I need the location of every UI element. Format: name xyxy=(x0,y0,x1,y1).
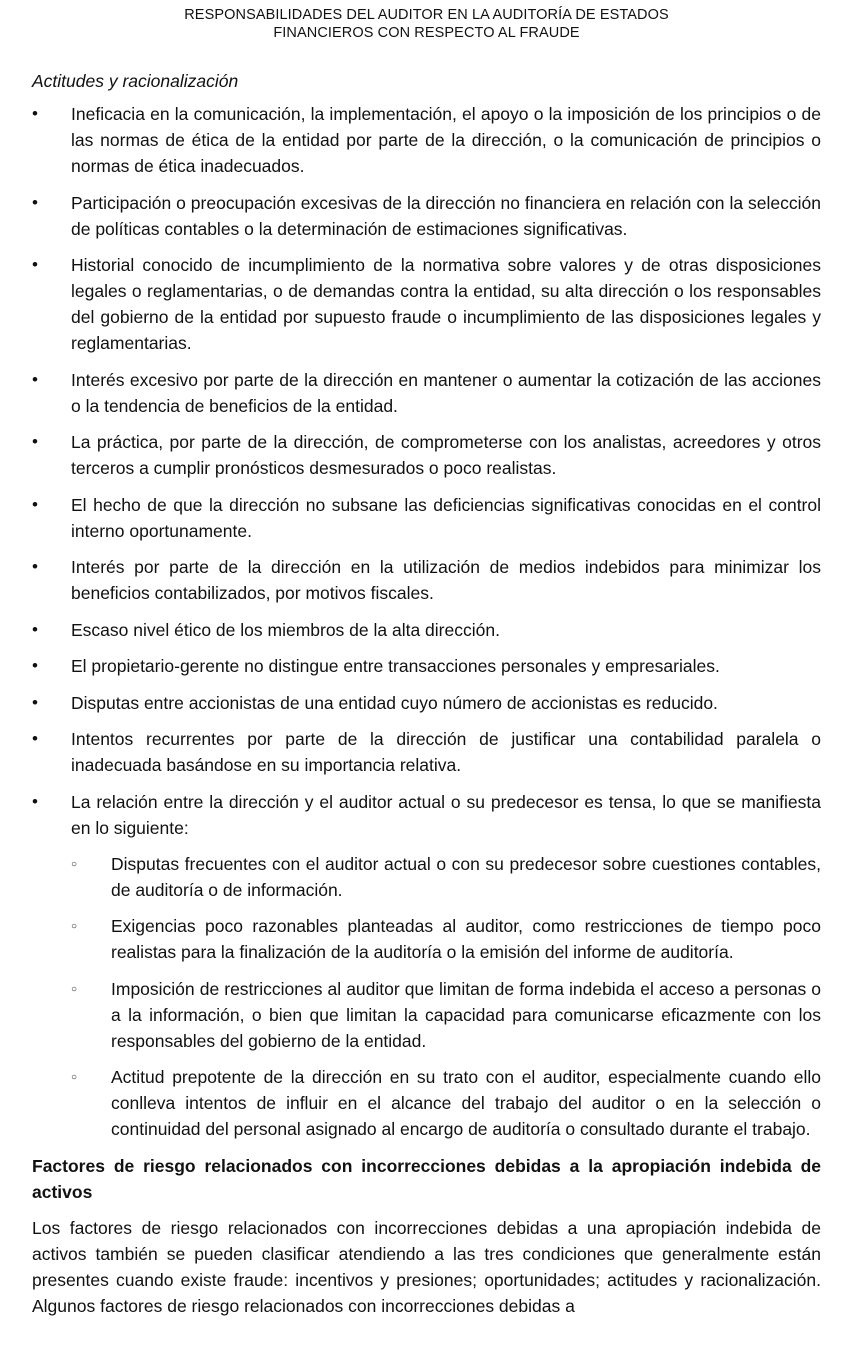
list-item: • Intentos recurrentes por parte de la dirección de justificar una contabilidad paralela o inadecuada basándose en su importancia relativa. xyxy=(32,726,821,778)
section-paragraph-assets: Los factores de riesgo relacionados con incorrecciones debidas a una apropiación indebida de activos también se pueden clasificar atendiendo a las tres condiciones que generalmente están presentes cuando existe fraude: incentivos y presiones; oportunidades; actitudes y racionalización. Algunos factores de riesgo relacionados con incorrecciones debidas a xyxy=(32,1217,821,1316)
list-item-text: La relación entre la dirección y el auditor actual o su predecesor es tensa, lo que se manifiesta en lo siguiente: xyxy=(71,791,821,838)
section-title-assets: Factores de riesgo relacionados con incorrecciones debidas a la apropiación indebida de activos xyxy=(32,1155,821,1202)
page-header xyxy=(32,0,821,42)
list-item: • Historial conocido de incumplimiento de la normativa sobre valores y de otras disposiciones legales o reglamentarias, o de demandas contra la entidad, su alta dirección o los responsables del gobierno de la entidad por supuesto fraude o incumplimiento de las disposiciones legales y reglamentarias. xyxy=(32,252,821,356)
section-title-attitudes: Actitudes y racionalización xyxy=(32,71,239,91)
sub-list-item: ○ Imposición de restricciones al auditor que limitan de forma indebida el acceso a personas o a la información, o bien que limitan la capacidad para comunicarse eficazmente con los responsables del gobierno de la entidad. xyxy=(71,976,821,1054)
header-line-1: RESPONSABILIDADES DEL AUDITOR EN LA AUDITORÍA DE ESTADOS xyxy=(184,7,669,23)
list-item: • Participación o preocupación excesivas de la dirección no financiera en relación con la selección de políticas contables o la determinación de estimaciones significativas. xyxy=(32,190,821,242)
list-item: • El propietario-gerente no distingue entre transacciones personales y empresariales. xyxy=(32,653,821,679)
sub-list-item: ○ Exigencias poco razonables planteadas al auditor, como restricciones de tiempo poco realistas para la finalización de la auditoría o la emisión del informe de auditoría. xyxy=(71,913,821,965)
sub-bullet-list xyxy=(71,851,821,1143)
list-item: • El hecho de que la dirección no subsane las deficiencias significativas conocidas en el control interno oportunamente. xyxy=(32,492,821,544)
list-item: • La práctica, por parte de la dirección, de comprometerse con los analistas, acreedores y otros terceros a cumplir pronósticos desmesurados o poco realistas. xyxy=(32,429,821,481)
list-item: • Interés excesivo por parte de la dirección en mantener o aumentar la cotización de las acciones o la tendencia de beneficios de la entidad. xyxy=(32,367,821,419)
list-item: • Interés por parte de la dirección en la utilización de medios indebidos para minimizar los beneficios contabilizados, por motivos fiscales. xyxy=(32,554,821,606)
list-item: • Disputas entre accionistas de una entidad cuyo número de accionistas es reducido. xyxy=(32,690,821,716)
list-item: • Ineficacia en la comunicación, la implementación, el apoyo o la imposición de los principios o de las normas de ética de la entidad por parte de la dirección, o la comunicación de principios o normas de ética inadecuados. xyxy=(32,101,821,179)
sub-list-item: ○ Disputas frecuentes con el auditor actual o con su predecesor sobre cuestiones contables, de auditoría o de información. xyxy=(71,851,821,903)
header-line-2: FINANCIEROS CON RESPECTO AL FRAUDE xyxy=(273,25,580,41)
list-item-with-subitems xyxy=(32,789,821,1143)
list-item: • Escaso nivel ético de los miembros de la alta dirección. xyxy=(32,617,821,643)
attitudes-bullet-list xyxy=(32,101,821,1142)
sub-list-item: ○ Actitud prepotente de la dirección en su trato con el auditor, especialmente cuando ello conlleva intentos de influir en el alcance del trabajo del auditor o en la selección o continuidad del personal asignado al encargo de auditoría o consultado durante el trabajo. xyxy=(71,1064,821,1142)
